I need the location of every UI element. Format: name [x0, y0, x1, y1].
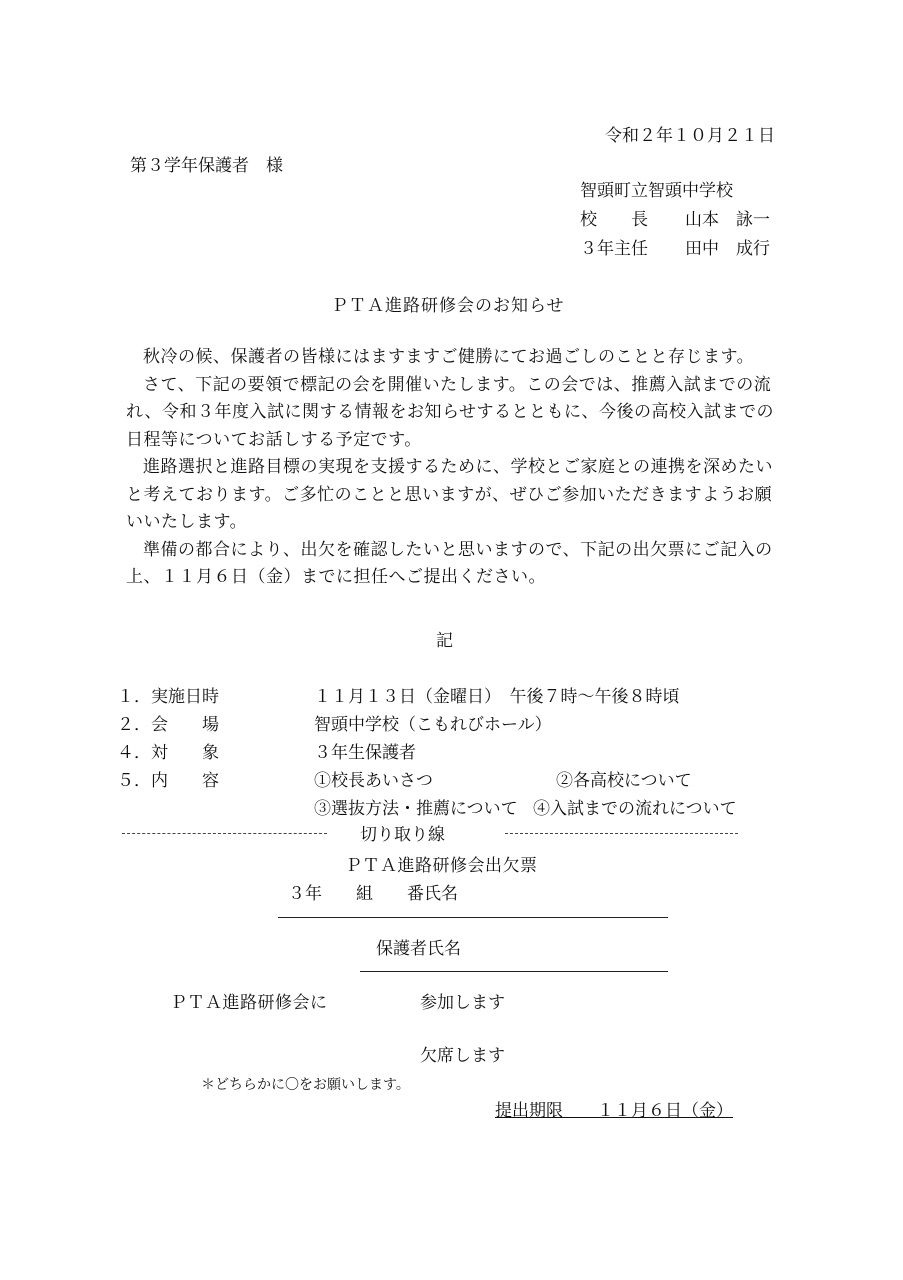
content-item: ①校長あいさつ	[314, 771, 433, 791]
guardian-label: 保護者氏名	[376, 939, 461, 959]
content-item: ②各高校について	[556, 771, 692, 791]
document-title: ＰＴＡ進路研修会のお知らせ	[331, 296, 565, 316]
form-note: ＊どちらかに〇をお願いします。	[201, 1077, 410, 1093]
deadline: 提出期限 １１月６日（金）	[495, 1101, 733, 1121]
detail-label-target: ４．対 象	[117, 743, 219, 763]
form-title: ＰＴＡ進路研修会出欠票	[345, 856, 538, 876]
ki-heading: 記	[436, 631, 453, 651]
document-date: 令和２年１０月２１日	[605, 126, 775, 146]
guardian-name-underline	[360, 971, 668, 972]
cut-line-label: 切り取り線	[360, 825, 445, 845]
content-item: ③選抜方法・推薦について	[314, 799, 518, 819]
detail-value-venue: 智頭中学校（こもれびホール）	[314, 715, 552, 735]
absent-option: 欠席します	[420, 1046, 505, 1066]
detail-value-target: ３年生保護者	[314, 743, 416, 763]
cut-line-right	[505, 833, 738, 834]
student-name-line: ３年 組 番氏名	[288, 884, 458, 904]
content-item: ④入試までの流れについて	[533, 799, 737, 819]
body-paragraph: 準備の都合により、出欠を確認したいと思いますので、下記の出欠票にご記入の上、１１月６日（金）までに担任へご提出ください。	[126, 539, 773, 587]
recipient: 第３学年保護者 様	[130, 156, 283, 176]
student-name-underline	[278, 917, 668, 918]
attend-option: 参加します	[420, 993, 505, 1013]
body-text	[126, 344, 781, 592]
detail-label-date: １．実施日時	[117, 687, 219, 707]
detail-value-date: １１月１３日（金曜日） 午後７時～午後８時頃	[314, 687, 680, 707]
body-paragraph: 進路選択と進路目標の実現を支援するために、学校とご家庭との連携を深めたいと考えております。ご多忙のことと思いますが、ぜひご参加いただきますようお願いいたします。	[126, 457, 773, 532]
attend-prefix: ＰＴＡ進路研修会に	[170, 993, 328, 1013]
teacher-name: 田中 成行	[685, 239, 770, 259]
cut-line-left	[122, 833, 327, 834]
principal-title: 校 長	[580, 210, 648, 230]
teacher-title: ３年主任	[580, 239, 648, 259]
detail-label-content: ５．内 容	[117, 771, 219, 791]
sender-school: 智頭町立智頭中学校	[580, 181, 733, 201]
body-paragraph: 秋冷の候、保護者の皆様にはますますご健勝にてお過ごしのことと存じます。	[143, 347, 755, 367]
body-paragraph: さて、下記の要領で標記の会を開催いたします。この会では、推薦入試までの流れ、令和３年度入試に関する情報をお知らせするとともに、今後の高校入試までの日程等についてお話しする予定です。	[126, 374, 775, 450]
detail-label-venue: ２．会 場	[117, 715, 219, 735]
principal-name: 山本 詠一	[685, 210, 770, 230]
